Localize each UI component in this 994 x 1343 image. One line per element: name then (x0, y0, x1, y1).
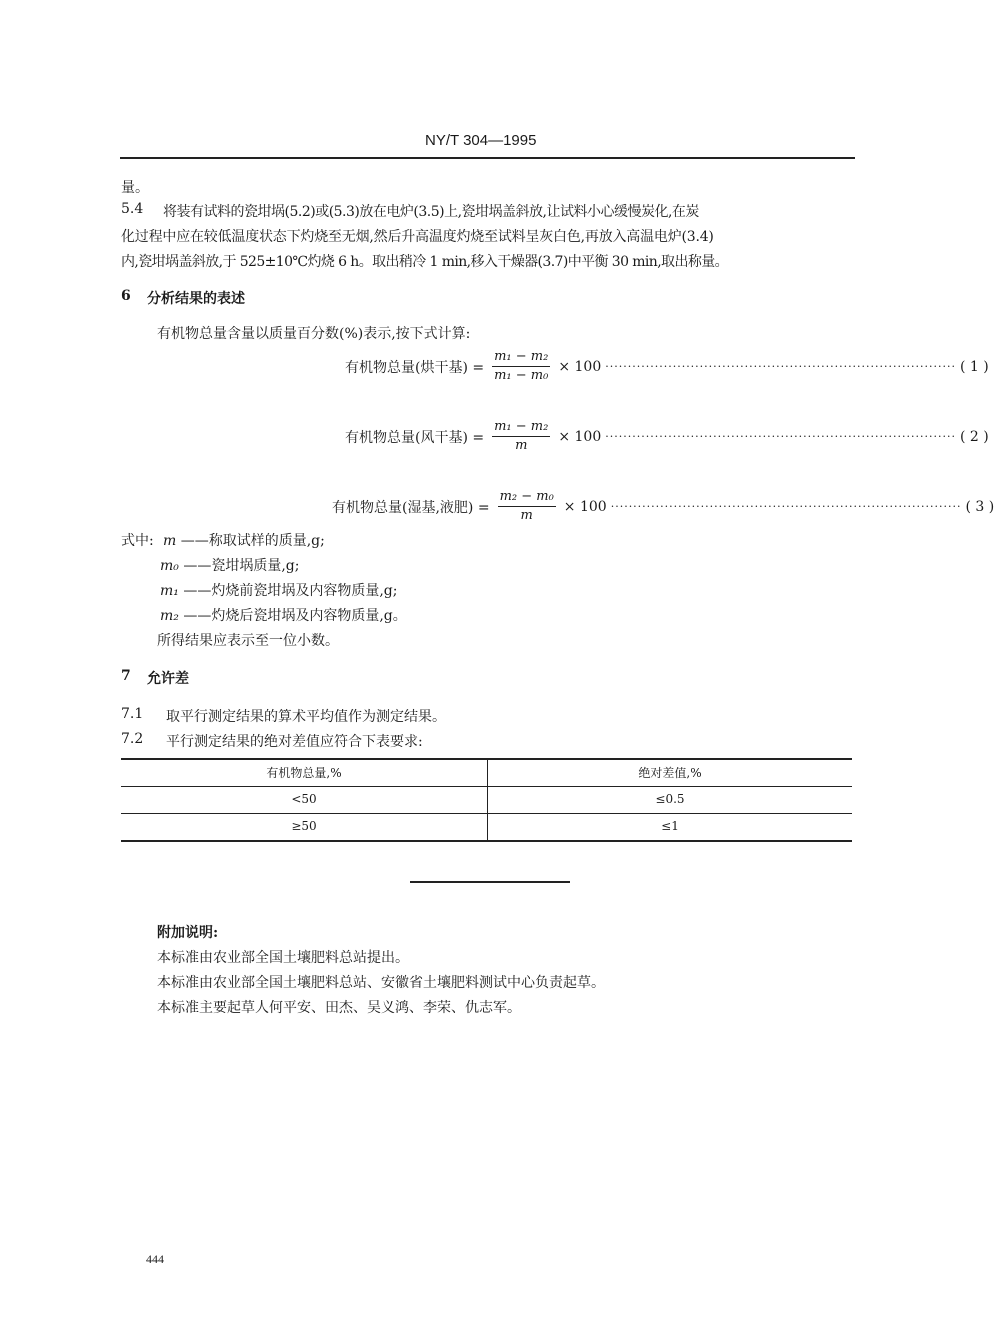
equation-2-factor: × 100 (558, 428, 602, 445)
where-symbol: m₀ (160, 558, 179, 574)
equation-2-label: 有机物总量(风干基) = (345, 429, 485, 446)
section-5-4-number: 5.4 (121, 201, 144, 217)
section-5-4-line-3: 内,瓷坩埚盖斜放,于 525±10℃灼烧 6 h。取出稍冷 1 min,移入干燥器(3.7)中平衡 30 min,取出称量。 (121, 254, 729, 270)
section-6-title: 分析结果的表述 (147, 291, 245, 307)
where-symbol: m₁ (160, 583, 179, 599)
table-cell: ≤0.5 (655, 792, 685, 806)
page-number: 444 (146, 1252, 164, 1266)
where-item-m0 (160, 555, 299, 575)
appendix-title: 附加说明: (157, 925, 219, 941)
where-symbol: m (163, 533, 177, 549)
header-rule (120, 157, 855, 159)
appendix-line-3: 本标准主要起草人何平安、田杰、吴义鸿、李荣、仇志军。 (157, 1000, 521, 1016)
appendix-line-1: 本标准由农业部全国土壤肥料总站提出。 (157, 950, 409, 966)
table-cell: ≥50 (291, 819, 317, 833)
equation-1-factor: × 100 (558, 358, 602, 375)
where-item-m (163, 530, 325, 550)
where-prefix: 式中: (121, 533, 154, 549)
where-desc: ——瓷坩埚质量,g; (183, 558, 300, 574)
end-rule (410, 881, 570, 883)
equation-1 (345, 349, 989, 383)
dot-leader: ·············································································· (605, 360, 956, 373)
equation-2 (345, 419, 989, 453)
equation-3-numerator: m₂ − m₀ (498, 490, 556, 507)
where-symbol: m₂ (160, 608, 179, 624)
continued-line: 量。 (121, 180, 149, 196)
dot-leader: ·············································································· (605, 430, 956, 443)
equation-1-number: ( 1 ) (959, 358, 989, 375)
equation-2-numerator: m₁ − m₂ (492, 420, 550, 437)
result-note: 所得结果应表示至一位小数。 (157, 633, 339, 649)
table-cell: <50 (291, 792, 317, 806)
where-desc: ——灼烧前瓷坩埚及内容物质量,g; (183, 583, 398, 599)
section-6-number: 6 (121, 288, 131, 304)
equation-3-factor: × 100 (563, 498, 607, 515)
section-5-4-line-2: 化过程中应在较低温度状态下灼烧至无烟,然后升高温度灼烧至试料呈灰白色,再放入高温电炉(3.4) (121, 229, 714, 245)
equation-1-denominator: m₁ − m₀ (494, 368, 549, 383)
equation-1-fraction (492, 350, 550, 383)
where-item-m1 (160, 580, 397, 600)
equation-1-label: 有机物总量(烘干基) = (345, 359, 485, 376)
where-desc: ——称取试样的质量,g; (180, 533, 325, 549)
section-5-4-line-1: 将装有试料的瓷坩埚(5.2)或(5.3)放在电炉(3.5)上,瓷坩埚盖斜放,让试料小心缓慢炭化,在炭 (163, 204, 699, 220)
section-7-1-text: 取平行测定结果的算术平均值作为测定结果。 (166, 709, 446, 725)
equation-3-fraction (498, 490, 556, 523)
where-item-m2 (160, 605, 407, 625)
standard-code: NY/T 304—1995 (425, 132, 537, 149)
appendix-line-2: 本标准由农业部全国土壤肥料总站、安徽省土壤肥料测试中心负责起草。 (157, 975, 605, 991)
equation-3-number: ( 3 ) (965, 498, 994, 515)
equation-3 (332, 489, 994, 523)
table-cell: ≤1 (661, 819, 679, 833)
section-7-title: 允许差 (147, 671, 189, 687)
section-7-1-number: 7.1 (121, 706, 144, 722)
dot-leader: ·············································································· (610, 500, 962, 513)
equation-2-fraction (492, 420, 550, 453)
equation-2-denominator: m (515, 438, 528, 453)
section-7-number: 7 (121, 668, 131, 684)
equation-2-number: ( 2 ) (959, 428, 989, 445)
equation-3-denominator: m (520, 508, 533, 523)
section-7-2-number: 7.2 (121, 731, 144, 747)
where-desc: ——灼烧后瓷坩埚及内容物质量,g。 (183, 608, 407, 624)
section-7-2-text: 平行测定结果的绝对差值应符合下表要求: (166, 734, 423, 750)
table-header-cell: 有机物总量,% (266, 766, 342, 780)
equation-1-numerator: m₁ − m₂ (492, 350, 550, 367)
section-6-intro: 有机物总量含量以质量百分数(%)表示,按下式计算: (157, 326, 471, 342)
table-header-cell: 绝对差值,% (638, 766, 702, 780)
equation-3-label: 有机物总量(湿基,液肥) = (332, 499, 490, 516)
